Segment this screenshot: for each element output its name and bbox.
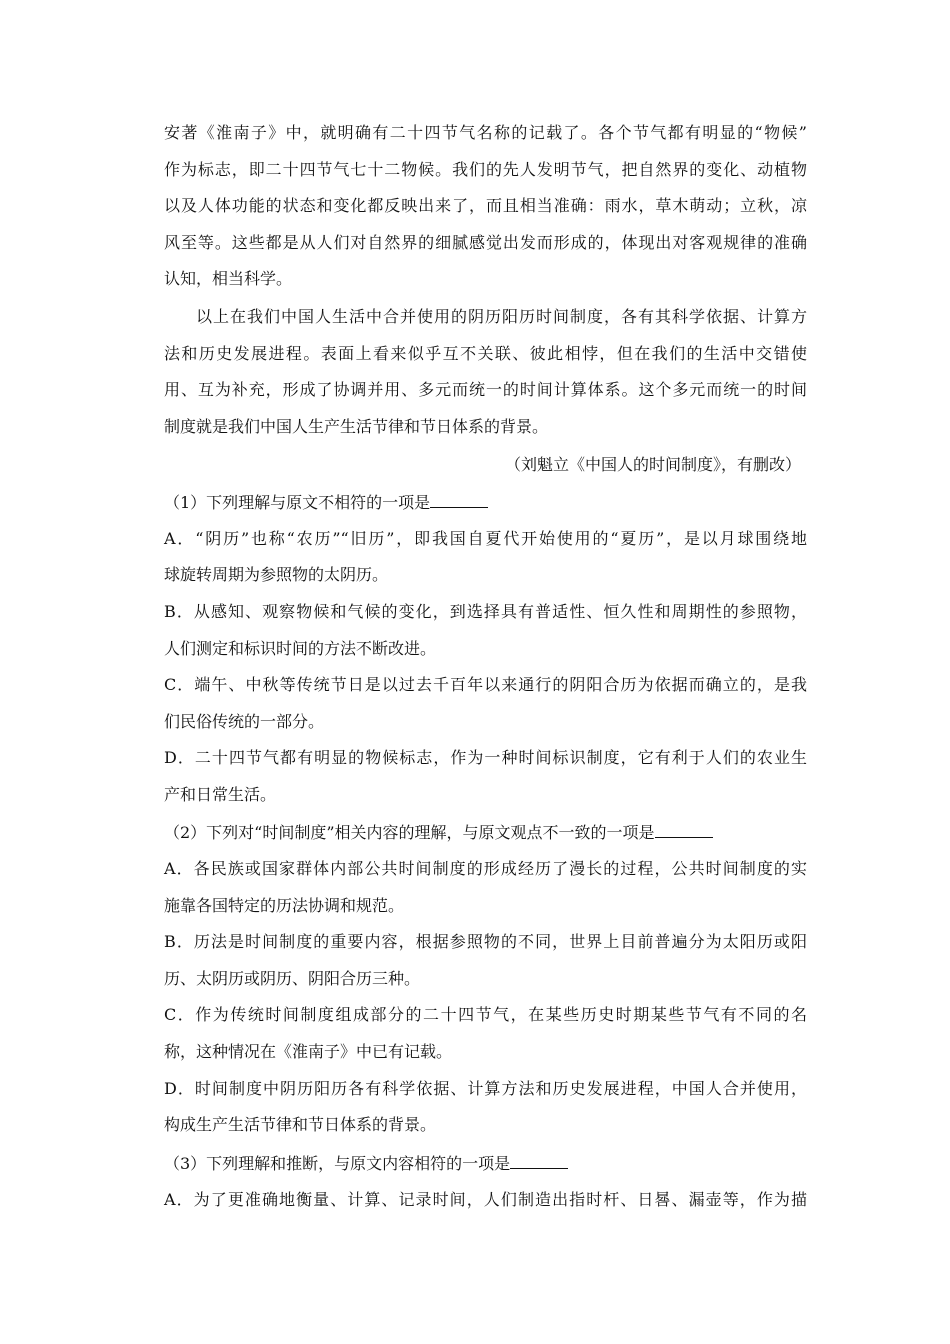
option-2b-cont: 历、太阴历或阴历、阴阳合历三种。	[164, 969, 421, 988]
question-1-stem	[164, 491, 488, 514]
option-2a: A．各民族或国家群体内部公共时间制度的形成经历了漫长的过程，公共时间制度的实	[164, 859, 807, 878]
option-1d: D．二十四节气都有明显的物候标志，作为一种时间标识制度，它有利于人们的农业生	[164, 748, 807, 767]
option-2d: D．时间制度中阴历阳历各有科学依据、计算方法和历史发展进程，中国人合并使用，	[164, 1079, 807, 1098]
answer-blank-3[interactable]	[510, 1152, 568, 1169]
option-1d-cont: 产和日常生活。	[164, 785, 277, 804]
paragraph-line: 法和历史发展进程。表面上看来似乎互不关联、彼此相悖，但在我们的生活中交错使	[164, 344, 807, 363]
option-1b: B．从感知、观察物候和气候的变化，到选择具有普适性、恒久性和周期性的参照物，	[164, 602, 807, 621]
question-3-stem	[164, 1152, 568, 1175]
answer-blank-2[interactable]	[655, 821, 713, 838]
paragraph-line: 以及人体功能的状态和变化都反映出来了，而且相当准确：雨水，草木萌动；立秋，凉	[164, 196, 807, 215]
question-2-text: （2）下列对“时间制度”相关内容的理解，与原文观点不一致的一项是	[164, 823, 655, 842]
option-1c: C．端午、中秋等传统节日是以过去千百年以来通行的阴阳合历为依据而确立的，是我	[164, 675, 807, 694]
answer-blank-1[interactable]	[430, 491, 488, 508]
source-attribution: （刘魁立《中国人的时间制度》，有删改）	[504, 455, 801, 474]
option-3a: A．为了更准确地衡量、计算、记录时间，人们制造出指时杆、日晷、漏壶等，作为描	[164, 1190, 807, 1209]
option-1c-cont: 们民俗传统的一部分。	[164, 712, 325, 731]
question-1-text: （1）下列理解与原文不相符的一项是	[164, 493, 431, 512]
option-2c-cont: 称，这种情况在《淮南子》中已有记载。	[164, 1042, 453, 1061]
paragraph-line: 制度就是我们中国人生产生活节律和节日体系的背景。	[164, 417, 549, 436]
paragraph-line: 以上在我们中国人生活中合并使用的阴历阳历时间制度，各有其科学依据、计算方	[196, 307, 807, 326]
paragraph-line: 安著《淮南子》中，就明确有二十四节气名称的记载了。各个节气都有明显的“物候”	[164, 123, 807, 142]
paragraph-line: 作为标志，即二十四节气七十二物候。我们的先人发明节气，把自然界的变化、动植物	[164, 160, 807, 179]
question-3-text: （3）下列理解和推断，与原文内容相符的一项是	[164, 1154, 511, 1173]
option-1a: A．“阴历”也称“农历”“旧历”，即我国自夏代开始使用的“夏历”，是以月球围绕地	[164, 529, 807, 548]
paragraph-line: 认知，相当科学。	[164, 269, 293, 288]
option-1a-cont: 球旋转周期为参照物的太阴历。	[164, 565, 389, 584]
option-2a-cont: 施靠各国特定的历法协调和规范。	[164, 896, 405, 915]
option-2b: B．历法是时间制度的重要内容，根据参照物的不同，世界上目前普遍分为太阳历或阳	[164, 932, 807, 951]
option-2d-cont: 构成生产生活节律和节日体系的背景。	[164, 1115, 437, 1134]
question-2-stem	[164, 821, 713, 844]
option-1b-cont: 人们测定和标识时间的方法不断改进。	[164, 639, 437, 658]
paragraph-line: 用、互为补充，形成了协调并用、多元而统一的时间计算体系。这个多元而统一的时间	[164, 380, 807, 399]
paragraph-line: 风至等。这些都是从人们对自然界的细腻感觉出发而形成的，体现出对客观规律的准确	[164, 233, 807, 252]
option-2c: C．作为传统时间制度组成部分的二十四节气，在某些历史时期某些节气有不同的名	[164, 1005, 807, 1024]
